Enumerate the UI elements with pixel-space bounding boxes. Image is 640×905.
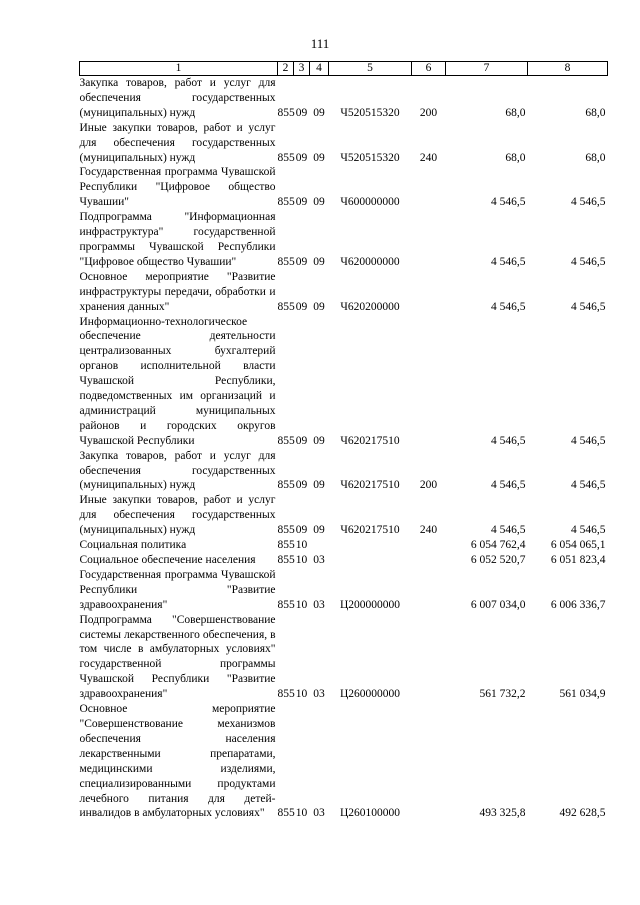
- expense-type-code: [412, 553, 446, 568]
- subsection-code: 03: [313, 554, 325, 566]
- admin-code: 855: [277, 196, 295, 209]
- column-header: 8: [528, 62, 608, 76]
- amount-year-2: 4 546,5: [571, 300, 606, 313]
- row-name: Информационно-технологическое обеспечение деятельности централизованных бухгалтерий органов исполнительной власти Чувашской Республики, подведомственных им организаций и администраций муниципальных районов и городских округов Чувашской Республики: [79, 315, 276, 447]
- admin-code: 855: [277, 479, 295, 492]
- row-name: Государственная программа Чувашской Республики "Развитие здравоохранения": [79, 568, 276, 611]
- section-code: 10: [295, 539, 308, 552]
- subsection-code: 03: [313, 598, 325, 611]
- column-header: 4: [310, 62, 329, 76]
- amount-year-2: 4 546,5: [571, 479, 606, 492]
- admin-code: 855: [277, 539, 295, 552]
- section-code: 09: [295, 434, 308, 447]
- section-code: 10: [295, 807, 308, 820]
- section-code: 10: [295, 598, 308, 611]
- row-name: Иные закупки товаров, работ и услуг для обеспечения государственных (муниципальных) нужд: [79, 121, 276, 164]
- table-row: [80, 76, 608, 121]
- target-article-code: [329, 553, 412, 568]
- expense-type-code: [412, 568, 446, 613]
- target-article-code: Ч620217510: [340, 434, 400, 447]
- expense-type-code: [412, 270, 446, 315]
- table-row: [80, 121, 608, 166]
- amount-year-1: 6 007 034,0: [470, 598, 526, 611]
- target-article-code: Ц260000000: [339, 688, 401, 701]
- target-article-code: Ч620200000: [340, 300, 400, 313]
- admin-code: 855: [277, 524, 295, 537]
- admin-code: 855: [277, 300, 295, 313]
- admin-code: 855: [277, 598, 295, 611]
- section-code: 09: [295, 524, 308, 537]
- column-header: 5: [329, 62, 412, 76]
- column-header: 2: [278, 62, 294, 76]
- target-article-code: Ч520515320: [340, 151, 400, 164]
- target-article-code: [329, 538, 412, 553]
- subsection-code: 09: [313, 151, 325, 164]
- section-code: 09: [295, 255, 308, 268]
- column-header: 1: [80, 62, 278, 76]
- expense-type-code: [412, 210, 446, 270]
- table-row: [80, 568, 608, 613]
- row-name: Основное мероприятие "Совершенствование механизмов обеспечения населения лекарственными препаратами, медицинскими изделиями, специализированными продуктами лечебного питания для детей-инвалидов в амбулаторных условиях": [79, 703, 276, 820]
- section-code: 09: [295, 106, 308, 119]
- column-header: 7: [446, 62, 528, 76]
- subsection-code: 09: [313, 300, 325, 313]
- amount-year-2: 4 546,5: [571, 524, 606, 537]
- table-row: [80, 165, 608, 210]
- section-code: 10: [295, 688, 308, 701]
- row-name: Государственная программа Чувашской Республики "Цифровое общество Чувашии": [79, 166, 276, 209]
- section-code: 10: [295, 554, 308, 566]
- expense-type-code: [412, 702, 446, 821]
- amount-year-2: 6 006 336,7: [550, 598, 606, 611]
- amount-year-1: 6 054 762,4: [470, 539, 526, 552]
- amount-year-2: 4 546,5: [571, 434, 606, 447]
- amount-year-2: 68,0: [585, 106, 606, 119]
- section-code: 09: [295, 151, 308, 164]
- subsection-code: 09: [313, 106, 325, 119]
- amount-year-2: 6 054 065,1: [550, 539, 606, 552]
- amount-year-2: 492 628,5: [559, 807, 606, 820]
- table-row: [80, 315, 608, 449]
- amount-year-2: 4 546,5: [571, 196, 606, 209]
- section-code: 09: [295, 196, 308, 209]
- section-code: 09: [295, 479, 308, 492]
- amount-year-1: 4 546,5: [491, 434, 526, 447]
- amount-year-2: 561 034,9: [559, 688, 606, 701]
- expense-type-code: [412, 165, 446, 210]
- table-row: [80, 210, 608, 270]
- amount-year-1: 4 546,5: [491, 524, 526, 537]
- table-row: [80, 702, 608, 821]
- amount-year-1: 4 546,5: [491, 196, 526, 209]
- table-row: [80, 270, 608, 315]
- row-name: Иные закупки товаров, работ и услуг для обеспечения государственных (муниципальных) нужд: [79, 494, 276, 537]
- budget-table: [79, 61, 608, 821]
- target-article-code: Ц260100000: [339, 807, 401, 820]
- subsection-code: 09: [313, 479, 325, 492]
- page-number: 111: [310, 36, 330, 51]
- amount-year-2: 4 546,5: [571, 255, 606, 268]
- row-name: Закупка товаров, работ и услуг для обеспечения государственных (муниципальных) нужд: [79, 77, 276, 119]
- expense-type-code: 200: [419, 106, 438, 119]
- expense-type-code: [412, 538, 446, 553]
- subsection-code: 09: [313, 255, 325, 268]
- row-name: Социальная политика: [79, 539, 187, 552]
- row-name: Подпрограмма "Совершенствование системы лекарственного обеспечения, в том числе в амбулаторных условиях" государственной программы Чувашской Республики "Развитие здравоохранения": [79, 613, 276, 701]
- amount-year-1: 68,0: [505, 151, 526, 164]
- amount-year-1: 4 546,5: [491, 300, 526, 313]
- subsection-code: 03: [313, 807, 325, 820]
- subsection-code: [310, 538, 329, 553]
- target-article-code: Ч620000000: [340, 255, 400, 268]
- row-name: Закупка товаров, работ и услуг для обеспечения государственных (муниципальных) нужд: [79, 449, 276, 492]
- amount-year-1: 4 546,5: [491, 255, 526, 268]
- column-header: 3: [294, 62, 310, 76]
- admin-code: 855: [277, 106, 295, 119]
- target-article-code: Ц200000000: [339, 598, 401, 611]
- admin-code: 855: [277, 688, 295, 701]
- table-row: [80, 493, 608, 538]
- target-article-code: Ч520515320: [340, 106, 400, 119]
- amount-year-2: 6 051 823,4: [550, 554, 606, 566]
- column-header: 6: [412, 62, 446, 76]
- amount-year-1: 4 546,5: [491, 479, 526, 492]
- table-row: [80, 613, 608, 702]
- amount-year-1: 6 052 520,7: [470, 554, 526, 566]
- admin-code: 855: [277, 807, 295, 820]
- table-row: [80, 538, 608, 553]
- subsection-code: 09: [313, 196, 325, 209]
- amount-year-1: 561 732,2: [479, 688, 526, 701]
- amount-year-1: 493 325,8: [479, 807, 526, 820]
- expense-type-code: 200: [419, 479, 438, 492]
- expense-type-code: [412, 613, 446, 702]
- subsection-code: 03: [313, 688, 325, 701]
- table-header-row: [80, 62, 608, 76]
- target-article-code: Ч600000000: [340, 196, 400, 209]
- section-code: 09: [295, 300, 308, 313]
- expense-type-code: 240: [419, 151, 438, 164]
- row-name: Подпрограмма "Информационная инфраструктура" государственной программы Чувашской Республики "Цифровое общество Чувашии": [79, 211, 276, 268]
- amount-year-1: 68,0: [505, 106, 526, 119]
- expense-type-code: [412, 315, 446, 449]
- admin-code: 855: [277, 255, 295, 268]
- admin-code: 855: [277, 554, 295, 566]
- target-article-code: Ч620217510: [340, 479, 400, 492]
- row-name: Социальное обеспечение населения: [79, 554, 256, 566]
- table-row: [80, 553, 608, 568]
- expense-type-code: 240: [419, 524, 438, 537]
- table-row: [80, 449, 608, 494]
- target-article-code: Ч620217510: [340, 524, 400, 537]
- subsection-code: 09: [313, 434, 325, 447]
- admin-code: 855: [277, 151, 295, 164]
- admin-code: 855: [277, 434, 295, 447]
- subsection-code: 09: [313, 524, 325, 537]
- amount-year-2: 68,0: [585, 151, 606, 164]
- row-name: Основное мероприятие "Развитие инфраструктуры передачи, обработки и хранения данных": [79, 270, 276, 313]
